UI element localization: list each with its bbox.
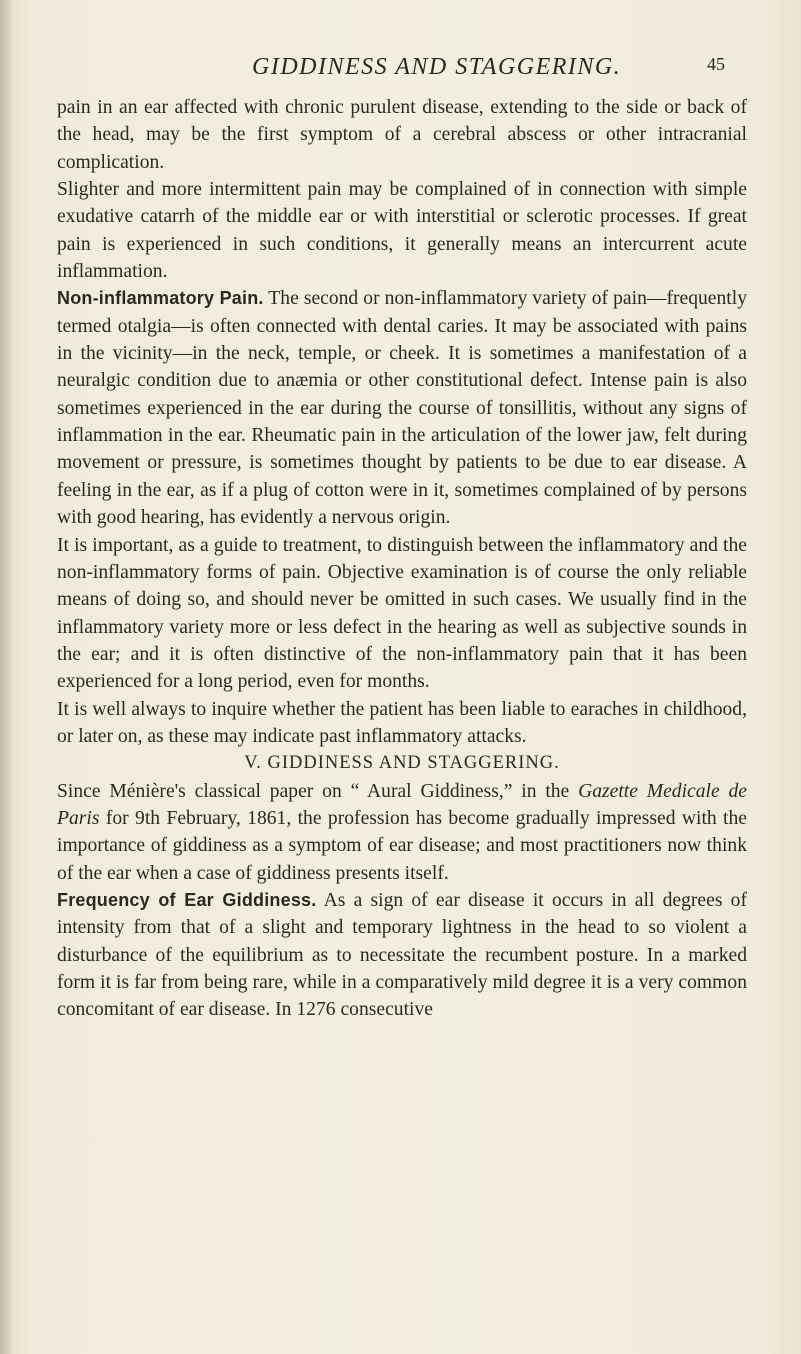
- running-head: [0, 54, 801, 94]
- paragraph-meniere-a: Since Ménière's classical paper on “ Aural Giddiness,” in the: [57, 780, 579, 802]
- paragraph-distinguish: It is important, as a guide to treatment, to distinguish between the inflammatory and the non-inflammatory forms of pain. Objective examination is of course the only reliable means of doing so, and should never be omitted in such cases. We usually find in the inflammatory variety more or less defect in the hearing as well as subjective sounds in the ear; and it is often distinctive of the non-inflammatory pain that it has been experienced for a long period, even for months.: [57, 534, 747, 693]
- running-title: GIDDINESS AND STAGGERING.: [252, 54, 622, 80]
- sidehead-non-inflammatory-pain: Non-inflammatory Pain.: [57, 288, 264, 309]
- journal-title: Gazette Medicale de Paris: [57, 780, 747, 829]
- sidehead-frequency: Frequency of Ear Giddiness.: [57, 889, 317, 910]
- paragraph-slighter-pain-text: Slighter and more intermittent pain may be complained of in connection with simple exudative catarrh of the middle ear or with interstitial or sclerotic processes. If great pain is experienced in such conditions, it generally means an intercurrent acute inflammation.: [57, 179, 747, 283]
- paragraph-meniere: [57, 778, 747, 887]
- paragraph-non-inflammatory-text: The second or non-inflammatory variety of pain—frequently termed otalgia—is often connected with dental caries. It may be associated with pains in the vicinity—in the neck, temple, or cheek. It is sometimes a manifestation of a neuralgic condition due to anæmia or other constitutional defect. Intense pain is also sometimes experienced in the ear during the course of tonsillitis, without any signs of inflammation in the ear. Rheumatic pain in the articulation of the lower jaw, felt during movement or pressure, is sometimes thought by patients to be due to ear disease. A feeling in the ear, as if a plug of cotton were in it, sometimes complained of by persons with good hearing, has evidently a nervous origin.: [57, 288, 747, 529]
- paragraph-frequency-text: As a sign of ear disease it occurs in all degrees of intensity from that of a slight and temporary lightness in the head to so violent a disturbance of the equilibrium as to necessitate the recumbent posture. In a marked form it is far from being rare, while in a comparatively mild degree it is a very common concomitant of ear disease. In 1276 consecutive: [57, 889, 747, 1021]
- paragraph-inquire: It is well always to inquire whether the patient has been liable to earaches in childhood, or later on, as these may indicate past inflammatory attacks.: [57, 698, 747, 747]
- page-number: 45: [707, 54, 725, 74]
- paragraph-non-inflammatory-pain: [57, 285, 747, 531]
- paragraph-meniere-b: for 9th February, 1861, the profession has become gradually impressed with the importance of giddiness as a symptom of ear disease; and most practitioners now think of the ear when a case of giddiness presents itself.: [57, 807, 747, 884]
- section-heading: V. GIDDINESS AND STAGGERING.: [244, 753, 560, 774]
- paragraph-frequency: [57, 887, 747, 1024]
- paragraph-pain-continued: pain in an ear affected with chronic purulent disease, extending to the side or back of the head, may be the first symptom of a cerebral abscess or other intracranial complication.: [57, 97, 747, 173]
- page-gutter-shadow: [0, 0, 14, 1354]
- body-text: [57, 94, 747, 1024]
- paragraph-slighter-pain: [57, 176, 747, 285]
